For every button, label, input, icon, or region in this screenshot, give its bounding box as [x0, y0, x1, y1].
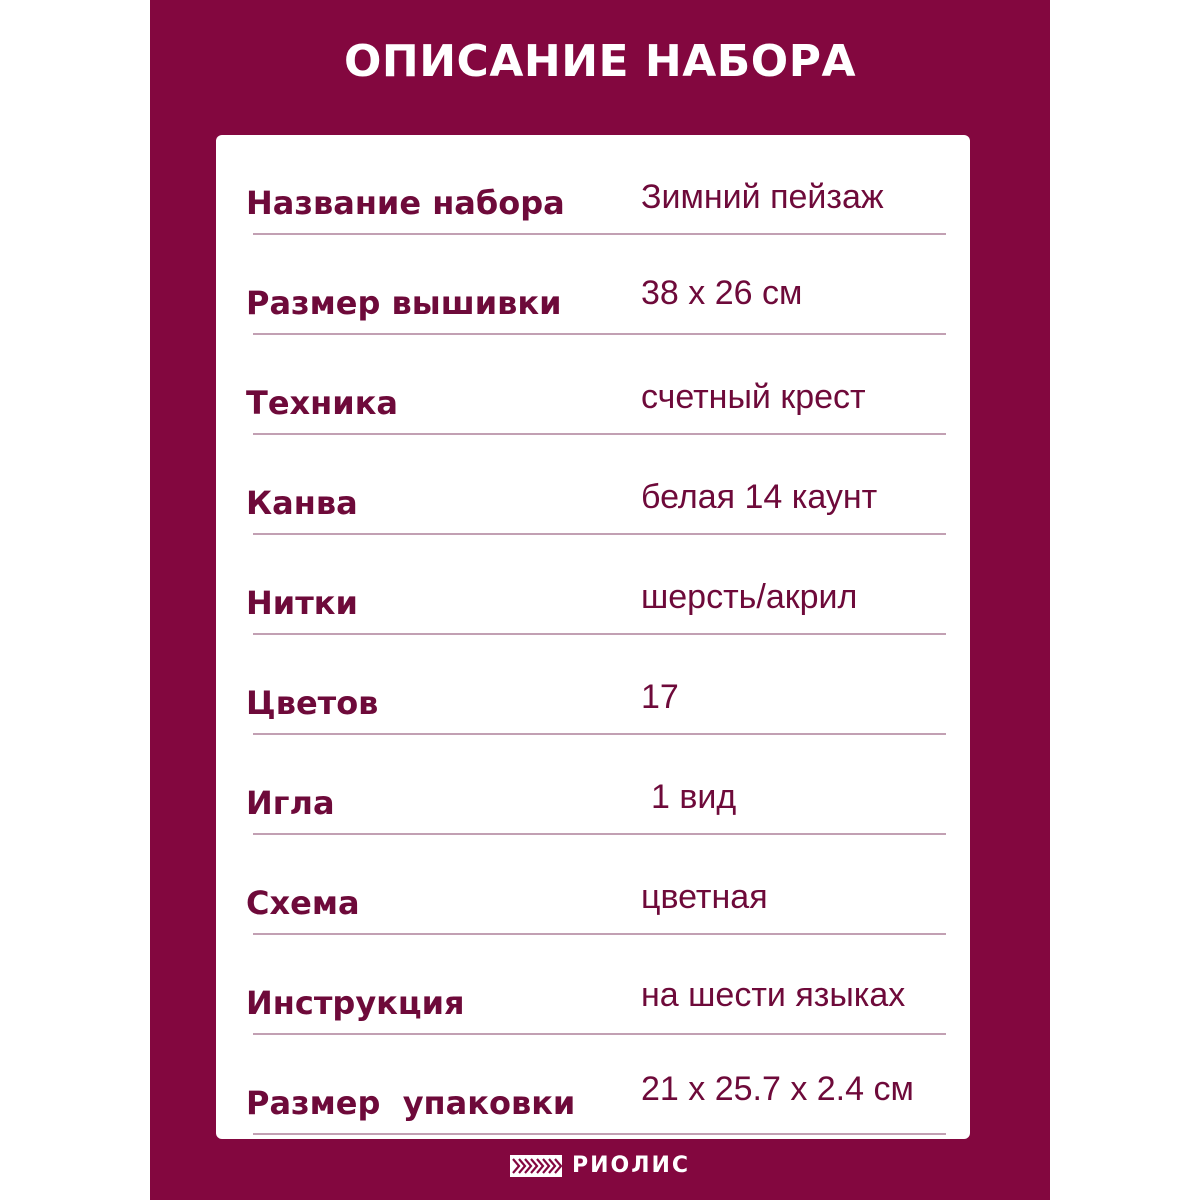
spec-value: Зимний пейзаж [641, 178, 884, 216]
spec-label: Канва [246, 484, 358, 522]
spec-row-technique [216, 335, 970, 435]
spec-row-needle [216, 735, 970, 835]
spec-label: Схема [246, 884, 360, 922]
spec-row-canvas [216, 435, 970, 535]
spec-value: 1 вид [651, 778, 737, 816]
spec-row-package-size [216, 1035, 970, 1135]
spec-label: Размер упаковки [246, 1084, 576, 1122]
spec-value: на шести языках [641, 976, 906, 1014]
row-divider [253, 1133, 946, 1135]
page-title: ОПИСАНИЕ НАБОРА [343, 36, 857, 87]
spec-value: 21 x 25.7 x 2.4 см [641, 1070, 914, 1108]
spec-row-colors [216, 635, 970, 735]
spec-value: цветная [641, 878, 768, 916]
spec-row-kit-name [216, 135, 970, 235]
spec-row-embroidery-size [216, 235, 970, 335]
spec-value: счетный крест [641, 378, 866, 416]
spec-label: Инструкция [246, 984, 465, 1022]
spec-label: Нитки [246, 584, 358, 622]
spec-row-instruction [216, 935, 970, 1035]
spec-card [216, 135, 970, 1139]
spec-label: Цветов [246, 684, 379, 722]
spec-value: шерсть/акрил [641, 578, 858, 616]
riolis-logo-icon [510, 1155, 562, 1177]
spec-label: Размер вышивки [246, 284, 562, 322]
spec-value: 17 [641, 678, 679, 716]
spec-value: 38 x 26 см [641, 274, 803, 312]
spec-row-threads [216, 535, 970, 635]
spec-row-scheme [216, 835, 970, 935]
spec-label: Название набора [246, 184, 565, 222]
brand-name: РИОЛИС [571, 1153, 691, 1178]
spec-label: Техника [246, 384, 399, 422]
spec-value: белая 14 каунт [641, 478, 878, 516]
brand-footer [150, 1150, 1050, 1182]
description-panel [150, 0, 1050, 1200]
spec-label: Игла [246, 784, 335, 822]
